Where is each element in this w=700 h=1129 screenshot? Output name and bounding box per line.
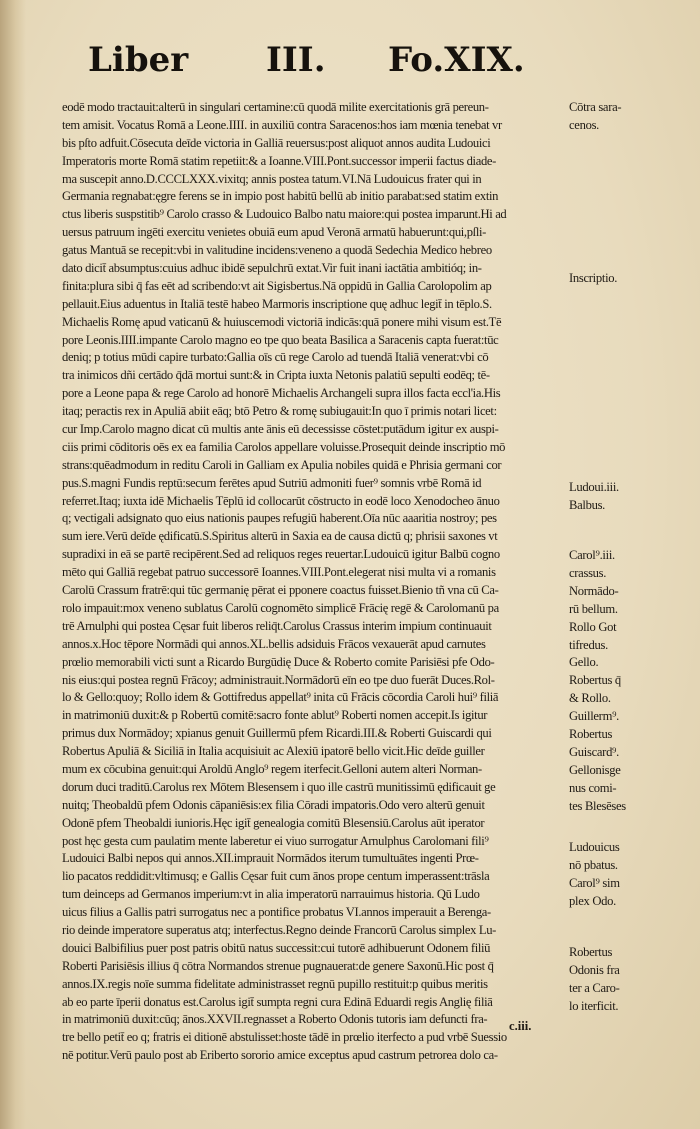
text-line: Imperatoris morte Romā statim repetiit:& a Ioanne.VIII.Pont.successor imperii factus diade- — [62, 153, 496, 168]
text-line: lio pacatos reddidit:vltimusq; e Gallis Cęsar fuit cum ānos prope centum imperassent:trāsla — [62, 869, 490, 884]
page-gutter-shadow — [0, 0, 26, 1129]
text-line: pus.S.magni Fundis reptū:secum ferētes apud Sutriū admoniti fuer⁹ somnis vrbē Romā id — [62, 475, 482, 490]
text-line: pore a Leone papa & rege Carolo ad honorē Michaelis Archangeli supra illos facta eccl'ia.His — [62, 386, 501, 401]
text-line: in matrimoniū duxit:cūq; ānos.XXVII.regnasset a Roberto Odonis tutoris iam defuncti fra- — [62, 1012, 488, 1027]
text-line: finita:plura sibi q̄ fas eēt ad scribendo:vt ait Sigisbertus.Nā oppidū in Gallia Carolopolim ap — [62, 278, 492, 293]
main-text-column — [62, 99, 567, 1065]
text-line: Carolū Crassum fratrē:qui tūc germanię pērat ei pponere coactus fuisset.Bienio tñ vna cū Ca- — [62, 583, 499, 598]
running-header — [88, 40, 548, 96]
text-line: Germania regnabat:ęgre ferens se in impio post habitū bellū ab initio parabat:sed statim extin — [62, 189, 499, 204]
text-line: primus dux Normādoy; xpianus genuit Guillermū pfem Ricardi.III.& Roberti Guiscardi qui — [62, 726, 492, 741]
text-line: rio deinde imperatore superatus atq; interfectus.Regno deinde Francorū Carolus simplex Lu- — [62, 922, 496, 937]
text-line: pellauit.Eius aduentus in Italiā testē habeo Marmoris inscriptione quę adhuc legit̄ in tēplo.S. — [62, 296, 492, 311]
marginal-note-line: Robertus q̄ — [569, 673, 621, 688]
marginal-note-line: lo iterficit. — [569, 998, 619, 1013]
marginal-note-line: Robertus — [569, 727, 613, 742]
text-line: nē potitur.Verū paulo post ab Eriberto sororio amice exceptus apud castrum petrorea dolo ca- — [62, 1048, 498, 1063]
text-line: Odonē pfem Theobaldi iunioris.Hęc igit̄ genealogia comitū Blesensiū.Carolus aūt iperator — [62, 815, 485, 830]
marginal-note-inscriptio — [569, 270, 691, 288]
text-line: nuitq; Theobaldū pfem Odonis cāpaniēsis:ex filia Cōradi impatoris.Odo vero alterū genuit — [62, 797, 485, 812]
marginal-note-line: Robertus — [569, 945, 613, 959]
text-line: lo & Gello:quoy; Rollo idem & Gottifredus appellat⁹ inita cū Frācis cōcordia Caroli hui⁹ filiā — [62, 690, 499, 705]
text-line: sum iere.Verū deīde ędificatū.S.Spiritus alterū in Saxia ea de causa dictū q; phrisii saxones vt — [62, 529, 498, 544]
text-line: prœlio memorabili victi sunt a Ricardo Burgūdię Duce & Roberto comite Parisiēsi pfe Odo- — [62, 654, 495, 669]
text-line: referret.Itaq; iuxta idē Michaelis Tēplū id collocarūt cōstructo in eodē loco Xenodocheo ānuo — [62, 493, 500, 508]
text-line: Roberti Parisiēsis illius q̄ cōtra Normandos strenue pugnauerat:de genere Saxonū.Hic post q̄ — [62, 958, 494, 973]
marginal-note-ludouicus-balbus — [569, 479, 691, 515]
text-line: ctus liberis suspstitib⁹ Carolo crasso & Ludouico Balbo natu maiore:qui postea imparunt.Hi ad — [62, 207, 507, 222]
marginal-note-line: Carol⁹ sim — [569, 875, 620, 890]
text-line: douici Balbifilius puer post patris obitū natus successit:cui tutorē adhibuerunt Odonem filiū — [62, 940, 491, 955]
marginal-note-line: Inscriptio. — [569, 271, 618, 285]
signature-mark: c.iii. — [509, 1019, 532, 1033]
text-line: tra inimicos dñi certādo q̄dā mortui sunt:& in Cripta iuxta Netonis palatiū sepulti eodēq; tē- — [62, 368, 490, 383]
text-line: uicus filius a Gallis patri surrogatus nec a pontifice probatus VI.annos imperauit a Berenga- — [62, 905, 491, 920]
text-line: trē Arnulphi qui postea Cęsar fuit liberos reliq̄t.Carolus Crassus interim impium continuauit — [62, 618, 492, 633]
marginal-note-line: cenos. — [569, 117, 600, 132]
text-line: mēto qui Galliā regebat patruo successorē Ioannes.VIII.Pont.elegerat nisi multa vi a romanis — [62, 565, 496, 580]
marginal-note-line: plex Odo. — [569, 893, 616, 908]
text-line: tum deinceps ad Germanos imperium:vt in alia imperatorū narrauimus historia. Qū Ludo — [62, 887, 480, 902]
marginal-note-robertus — [569, 944, 691, 1016]
marginal-note-carolus-crassus — [569, 547, 691, 816]
text-line: in matrimoniū duxit:& p Robertū comitē:sacro fonte ablut⁹ Roberti nomen accepit.Is igitur — [62, 708, 488, 723]
text-line: tem amisit. Vocatus Romā a Leone.IIII. in auxiliū contra Saracenos:hos iam mœnia tenebat vr — [62, 117, 502, 132]
text-line: itaq; peractis rex in Apuliā abiit eāq; btō Petro & romę subiugauit:In quo ī primis notari licet: — [62, 404, 497, 419]
text-line: ab eo parte īperii donatus est.Carolus igit̄ sumpta regni cura Edinā Eduardi regis Anglię filiā — [62, 994, 493, 1009]
text-line: deniq; p totius mūdi capire turbato:Gallia oīs cū rege Carolo ad tuendā Italiā venerat:vbi cō — [62, 350, 489, 365]
text-line: annos.IX.regis noīe summa fidelitate administrasset regnū pupillo restituit:p quibus meritis — [62, 976, 488, 991]
header-folio-number: Fo.XIX. — [388, 40, 525, 80]
text-line: pore Leonis.IIII.impante Carolo magno eo tpe quo beata Basilica a Saracenis capta fuerat:tūc — [62, 332, 499, 347]
text-line: cur Imp.Carolo magno dicat cū multis ante ānis eū decessisse cōstet:putādum igitur ex auspi- — [62, 422, 499, 437]
text-line: dato dicit̄ absumptus:cuius adhuc ibidē sepulchrū extat.Vir fuit inani iactātia ambitióq; in- — [62, 261, 482, 276]
marginal-note-line: Cōtra sara- — [569, 100, 622, 114]
marginal-note-line: Ludouicus — [569, 840, 620, 854]
text-line: strans:quēadmodum in reditu Caroli in Galliam ex Apulia nobiles quidā e Phrisia germani cor — [62, 457, 502, 472]
text-line: Michaelis Romę apud vaticanū & huiuscemodi victoriā indicās:quā ponere mihi visum est.Tē — [62, 314, 502, 329]
marginal-note-line: tifredus. — [569, 637, 608, 652]
marginal-note-line: Balbus. — [569, 497, 606, 512]
text-line: ma suscepit anno.D.CCCLXXX.vixitq; annis postea tatum.VI.Nā Ludouicus frater qui in — [62, 171, 482, 186]
text-line: dorum duci traditū.Carolus rex Mōtem Blesensem i quo ille castrū munitissimū ędificauit ge — [62, 779, 496, 794]
marginal-note-line: nō pbatus. — [569, 857, 618, 872]
marginal-note-line: Gellonisge — [569, 762, 621, 777]
marginal-note-contra-saracenos — [569, 99, 691, 135]
marginal-note-ludouicus-carolus-simplex — [569, 839, 691, 911]
text-line: Robertus Apuliā & Siciliā in Italia acquisiuit ac Alexiū ipatorē bello vicit.Hic deīde guiller — [62, 744, 485, 759]
text-line: annos.x.Hoc tēpore Normādi qui annos.XL.bellis adsiduis Frācos vexauerāt apud carnutes — [62, 636, 486, 651]
marginal-note-line: Guillerm⁹. — [569, 709, 620, 724]
marginal-note-line: tes Blesēses — [569, 798, 626, 813]
text-line: bis pſto adfuit.Cōsecuta deīde victoria in Galliā reuersus:post aliquot annos audita Ludouici — [62, 135, 491, 150]
marginal-note-line: Odonis fra — [569, 962, 620, 977]
marginal-note-line: Carol⁹.iii. — [569, 548, 615, 562]
marginal-note-line: nus comi- — [569, 780, 617, 795]
marginal-note-line: ter a Caro- — [569, 980, 620, 995]
header-liber: Liber — [88, 40, 189, 80]
marginal-note-line: Ludoui.iii. — [569, 480, 619, 494]
marginal-note-line: crassus. — [569, 565, 607, 580]
text-line: rolo impauit:mox veneno sublatus Carolū cognomēto simplicē Frācię regē & Carolomanū pa — [62, 600, 499, 615]
text-line: nis eius:qui postea regnū Frācoy; administrauit.Normādorū eīn eo tpe duo fuerāt Duces.Rol- — [62, 672, 495, 687]
header-book-number: III. — [266, 40, 326, 80]
marginal-note-line: Guiscard⁹. — [569, 744, 620, 759]
text-line: Ludouici Balbi nepos qui annos.XII.imprauit Normādos iterum tumultuātes ingenti Prœ- — [62, 851, 479, 866]
text-line: q; vectigali adsignato quo eius nationis paupes refugiū haberent.Oīa nūc aaaritia nostroy; pes — [62, 511, 497, 526]
text-line: ciis primi cōditoris oēs ex ea familia Carolos appellare voluisse.Prosequit deinde inscriptio mō — [62, 439, 506, 454]
marginal-note-line: & Rollo. — [569, 691, 611, 706]
marginal-note-line: rū bellum. — [569, 601, 618, 616]
text-line: mum ex cōcubina genuit:qui Aroldū Anglo⁹ regem iterfecit.Gelloni autem alteri Norman- — [62, 761, 482, 776]
marginal-note-line: Gello. — [569, 655, 599, 670]
marginal-note-line: Rollo Got — [569, 619, 617, 634]
text-line: uersus patruum ingēti exercitu venietes obuiā eum apud Veronā armatū habuerunt:qui,pſli- — [62, 225, 486, 240]
text-line: supradixi in eā se partē recipērent.Sed ad reliquos reges reuertar.Ludouicū igitur Balbū cogno — [62, 547, 500, 562]
marginal-note-line: Normādo- — [569, 583, 619, 598]
text-line: eodē modo tractauit:alterū in singulari certamine:cū quodā milite exercitationis grā pereun- — [62, 100, 489, 114]
text-line: tre bello petit̄ eo q; fratris ei ditionē abstulisset:hoste tādē in prœlio iterfecto a pud vrbē Suessio — [62, 1030, 507, 1045]
text-line: post hęc gesta cum paulatim mente laberetur ei viuo surrogatur Arnulphus Carolomani fili⁹ — [62, 833, 489, 848]
text-line: gatus Mantuā se recepit:vbi in valitudine incidens:veneno a quodā Sedechia Medico hebreo — [62, 243, 492, 258]
